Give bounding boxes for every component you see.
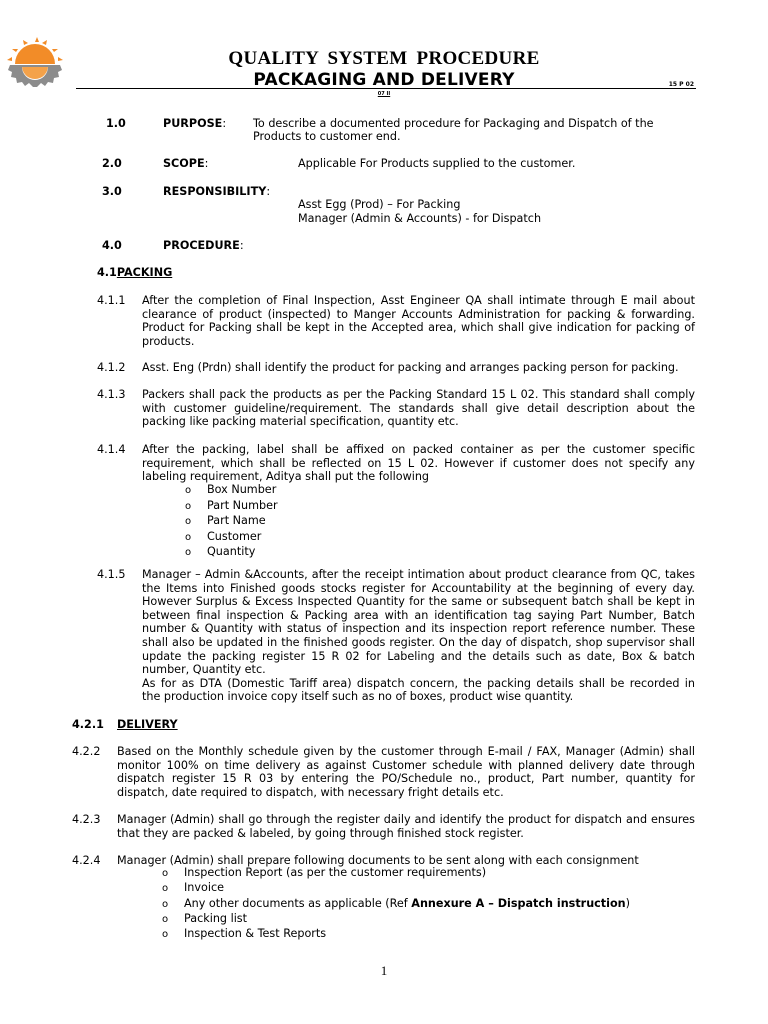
section-number: 3.0 (102, 185, 122, 198)
text-line: As for as DTA (Domestic Tariff area) dispatch concern, the packing details shall be recorded in (142, 676, 695, 690)
text-line: Product for Packing shall be kept in the Accepted area, which shall give indication for packing of (142, 321, 695, 335)
annexure-reference: Annexure A – Dispatch instruction (411, 896, 626, 910)
header-rule (76, 88, 696, 89)
section-number: 2.0 (102, 157, 122, 170)
list-item (185, 514, 278, 530)
clause-text (142, 294, 695, 348)
list-item-text: Customer (207, 529, 262, 543)
document-subtitle: PACKAGING AND DELIVERY (253, 70, 515, 90)
list-item (162, 912, 630, 927)
list-item-text: Packing list (184, 911, 248, 925)
clause-text (142, 388, 695, 429)
clause-number: 4.2.2 (72, 745, 101, 758)
procedure-label: PROCEDURE (163, 239, 240, 252)
packing-heading: PACKING (116, 266, 173, 279)
text-line: labeling requirement, Aditya shall put the following (142, 470, 430, 484)
bullet-marker: o (185, 485, 192, 496)
text-line: After the completion of Final Inspection, Asst Engineer QA shall intimate through E mail about (142, 294, 695, 307)
list-item (185, 499, 278, 515)
text-line: number & Quantity with status of inspection and its inspection report reference number. These (142, 622, 695, 636)
clause-number: 4.2.4 (72, 854, 101, 867)
clause-number: 4.1.5 (97, 568, 126, 581)
list-item-text: Part Number (207, 498, 278, 512)
scope-text: Applicable For Products supplied to the customer. (298, 157, 576, 170)
text-line: However Surplus & Excess Inspected Quantity for the same or subsequent batch shall be kept in (142, 595, 695, 609)
purpose-label: PURPOSE (163, 117, 223, 130)
clause-text (117, 745, 695, 799)
label-colon: : (222, 117, 227, 130)
list-item (185, 545, 278, 561)
label-colon: : (204, 157, 209, 170)
list-item (162, 897, 630, 912)
text-line: that they are packed & labeled, by going through finished stock register. (117, 826, 524, 840)
text-line: After the packing, label shall be affixed on packed container as per the customer specific (142, 443, 695, 456)
purpose-text-line: To describe a documented procedure for Packaging and Dispatch of the (253, 117, 654, 130)
bullet-marker: o (162, 883, 169, 895)
bullet-marker: o (185, 516, 192, 527)
list-item-text: Any other documents as applicable (Ref (184, 896, 412, 910)
text-line: Manager (Admin) shall go through the register daily and identify the product for dispatch and ensures (117, 813, 695, 826)
document-number: 15 P 02 (668, 81, 694, 88)
delivery-heading: DELIVERY (117, 718, 178, 731)
section-label (163, 157, 208, 171)
section-label (163, 117, 226, 131)
list-item-text: Part Name (207, 514, 266, 527)
list-item (185, 483, 278, 499)
bullet-marker: o (162, 898, 169, 910)
revision-number: 07 II (377, 91, 391, 97)
text-line: monitor 100% on time delivery as against Customer schedule with planned delivery date through (117, 758, 695, 772)
clause-text (142, 568, 695, 704)
text-line: dispatch register 15 R 03 by entering the PO/Schedule no., product, Part number, quantity for (117, 772, 695, 786)
list-item (162, 866, 630, 881)
bullet-marker: o (162, 868, 169, 879)
bullet-marker: o (162, 913, 169, 925)
bullet-marker: o (185, 500, 192, 512)
text-line: dispatch, date required to dispatch, with necessary fright details etc. (117, 785, 504, 799)
document-bullet-list (162, 866, 630, 942)
list-item-text: Inspection Report (as per the customer requirements) (184, 866, 487, 879)
text-line: packing like packing material specification, quantity etc. (142, 415, 459, 429)
clause-text (117, 813, 695, 840)
list-item-text: Invoice (184, 881, 224, 895)
text-line: the Items into Finished goods stocks register for Accountability at the beginning of every day. (142, 581, 695, 595)
label-bullet-list (185, 483, 278, 561)
text-line: between final inspection & Packing area with an identification tag saying Part Number, Batch (142, 608, 695, 622)
clause-text: Manager (Admin) shall prepare following documents to be sent along with each consignment (117, 854, 639, 867)
text-line: clearance of product (inspected) to Manger Accounts Administration for packing & forwarding. (142, 307, 695, 321)
clause-text: Asst. Eng (Prdn) shall identify the product for packing and arranges packing person for packing. (142, 361, 679, 374)
text-line: with customer guideline/requirement. The standards shall give detail description about the (142, 401, 695, 415)
document-title: QUALITY SYSTEM PROCEDURE (228, 48, 540, 69)
subsection-number: 4.2.1 (72, 718, 104, 731)
responsibility-line: Manager (Admin & Accounts) - for Dispatch (298, 212, 542, 225)
scope-label: SCOPE (163, 157, 205, 170)
subsection-heading (97, 266, 172, 280)
list-item-text: Inspection & Test Reports (184, 927, 327, 941)
text-line: products. (142, 334, 195, 348)
list-item-text: Quantity (207, 545, 256, 558)
clause-number: 4.1.2 (97, 361, 126, 374)
bullet-marker: o (185, 531, 192, 543)
text-line: shall also be updated in the finished goods register. On the day of dispatch, shop supervisor shall (142, 635, 695, 649)
responsibility-label: RESPONSIBILITY (163, 185, 267, 198)
subsection-number: 4.1 (97, 266, 117, 279)
section-number: 1.0 (106, 117, 126, 130)
label-colon: : (239, 239, 244, 252)
clause-number: 4.1.4 (97, 443, 126, 456)
section-number: 4.0 (102, 239, 122, 252)
text-line: Based on the Monthly schedule given by the customer through E-mail / FAX, Manager (Admin) shall (117, 745, 695, 758)
label-colon: : (266, 185, 271, 198)
text-line: update the packing register 15 R 02 for Labeling and the details such as date, Box & batch (142, 649, 695, 663)
text-line: the production invoice copy itself such as no of boxes, product wise quantity. (142, 690, 574, 704)
text-line: requirement, which shall be reflected on 15 L 02. However if customer does not specify any (142, 456, 695, 470)
section-label (163, 185, 270, 199)
clause-number: 4.1.3 (97, 388, 126, 401)
clause-text (142, 443, 695, 484)
page-number: 1 (380, 963, 388, 978)
list-item (162, 881, 630, 896)
text-line: number, Quantity etc. (142, 663, 266, 677)
bullet-marker: o (185, 547, 192, 558)
list-item (162, 927, 630, 942)
text-line: Packers shall pack the products as per the Packing Standard 15 L 02. This standard shall comply (142, 388, 695, 401)
bullet-marker: o (162, 929, 169, 941)
responsibility-line: Asst Egg (Prod) – For Packing (298, 198, 461, 211)
section-label (163, 239, 244, 253)
purpose-text-line: Products to customer end. (253, 130, 401, 143)
list-item-text: Box Number (207, 483, 277, 496)
list-item-text: ) (625, 896, 630, 910)
text-line: Manager – Admin &Accounts, after the receipt intimation about product clearance from QC, takes (142, 568, 695, 581)
clause-number: 4.1.1 (97, 294, 126, 307)
clause-number: 4.2.3 (72, 813, 101, 826)
list-item (185, 530, 278, 546)
